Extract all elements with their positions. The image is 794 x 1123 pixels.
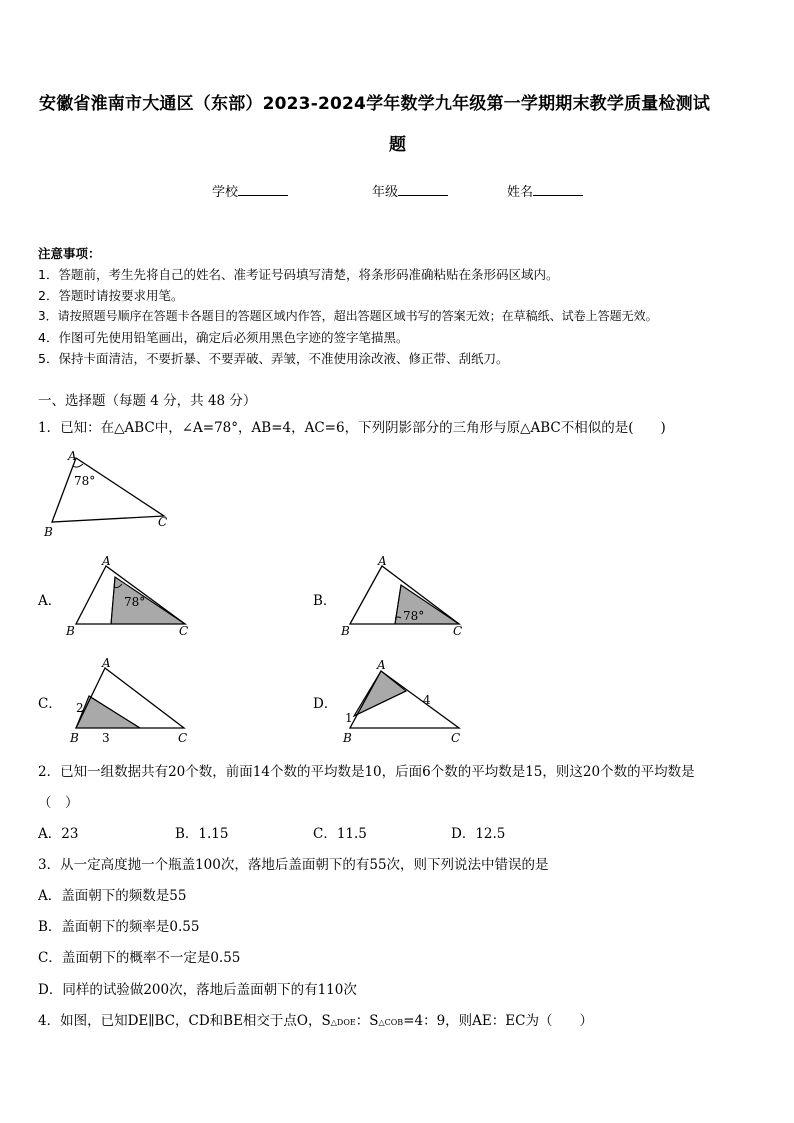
question-2-text: 2．已知一组数据共有20个数，前面14个数的平均数是10，后面6个数的平均数是15，则这20个数的平均数是	[38, 764, 695, 780]
q3-option-a[interactable]: A．盖面朝下的频数是55	[38, 888, 187, 904]
question-4-text	[38, 1009, 593, 1029]
grade-label: 年级	[372, 185, 399, 200]
note-item: 5．保持卡面清洁，不要折暴、不要弄破、弄皱，不准使用涂改液、修正带、刮纸刀。	[38, 351, 509, 366]
name-label: 姓名	[507, 185, 534, 200]
side-label: 1	[345, 711, 353, 725]
vertex-label-c: C	[158, 515, 168, 529]
angle-label: 78°	[124, 595, 146, 609]
note-item: 3．请按照题号顺序在答题卡各题目的答题区域内作答，超出答题区域书写的答案无效；在草稿纸、试卷上答题无效。	[38, 309, 658, 323]
q3-option-c[interactable]: C．盖面朝下的概率不一定是0.55	[38, 950, 241, 966]
svg-text:C: C	[451, 731, 461, 745]
school-label: 学校	[212, 185, 239, 200]
school-blank[interactable]	[238, 183, 288, 196]
q3-option-d[interactable]: D．同样的试验做200次，落地后盖面朝下的有110次	[38, 982, 357, 998]
grade-blank[interactable]	[398, 183, 448, 196]
svg-text:B: B	[70, 731, 79, 745]
page-title-cont: 题	[389, 135, 407, 155]
svg-text:C: C	[178, 731, 188, 745]
q4-text-a: 4．如图，已知DE∥BC，CD和BE相交于点O，S	[38, 1013, 331, 1029]
school-field	[212, 181, 288, 200]
q2-option-d[interactable]: D．12.5	[451, 826, 506, 842]
question-1-text: 1．已知：在△ABC中，∠A=78°，AB=4，AC=6，下列阴影部分的三角形与原△ABC不相似的是( )	[38, 420, 666, 436]
q1-option-a-figure[interactable]	[60, 554, 200, 640]
q1-option-c-label[interactable]: C．	[38, 696, 62, 712]
side-label: 2	[76, 701, 84, 715]
svg-text:A: A	[102, 554, 111, 568]
q1-option-a-label[interactable]: A．	[38, 593, 62, 609]
svg-text:C: C	[453, 624, 463, 638]
name-blank[interactable]	[533, 183, 583, 196]
q2-option-c[interactable]: C．11.5	[313, 826, 367, 842]
q1-main-figure	[38, 446, 178, 542]
q3-option-b[interactable]: B．盖面朝下的频率是0.55	[38, 919, 200, 935]
q1-option-d-label[interactable]: D．	[313, 696, 338, 712]
q4-text-b: ：S	[355, 1013, 379, 1029]
q4-text-c: =4：9，则AE：EC为（ ）	[403, 1013, 593, 1029]
note-item: 2．答题时请按要求用笔。	[38, 288, 184, 303]
svg-text:B: B	[343, 731, 352, 745]
notes-heading: 注意事项：	[38, 246, 101, 261]
q1-option-d-figure[interactable]	[335, 656, 475, 746]
svg-text:A: A	[102, 656, 111, 670]
angle-label: 78°	[403, 609, 425, 623]
q4-sub-cob: △COB	[378, 1018, 404, 1027]
question-3-text: 3．从一定高度抛一个瓶盖100次，落地后盖面朝下的有55次，则下列说法中错误的是	[38, 857, 549, 873]
section-heading: 一、选择题（每题 4 分，共 48 分）	[38, 393, 257, 409]
q1-option-c-figure[interactable]	[60, 656, 200, 746]
vertex-label-a: A	[68, 449, 77, 463]
q1-option-b-figure[interactable]	[335, 554, 475, 640]
side-label: 4	[423, 693, 431, 707]
name-field	[507, 181, 583, 200]
angle-label: 78°	[74, 474, 96, 488]
svg-text:C: C	[179, 624, 189, 638]
svg-text:B: B	[66, 624, 75, 638]
note-item: 1．答题前，考生先将自己的姓名、准考证号码填写清楚，将条形码准确粘贴在条形码区域内。	[38, 267, 559, 282]
vertex-label-b: B	[44, 525, 53, 539]
svg-text:B: B	[341, 624, 350, 638]
q2-option-a[interactable]: A．23	[38, 826, 79, 842]
svg-text:A: A	[378, 554, 387, 568]
q1-option-b-label[interactable]: B．	[313, 593, 337, 609]
side-label: 3	[102, 731, 110, 745]
note-item: 4．作图可先使用铅笔画出，确定后必须用黑色字迹的签字笔描黑。	[38, 330, 409, 345]
question-2-paren: （ ）	[38, 795, 79, 811]
grade-field	[372, 181, 448, 200]
page-title: 安徽省淮南市大通区（东部）2023-2024学年数学九年级第一学期期末教学质量检测试	[39, 94, 711, 114]
q2-option-b[interactable]: B．1.15	[175, 826, 229, 842]
svg-text:A: A	[377, 658, 386, 672]
q4-sub-doe: △DOE	[330, 1018, 356, 1027]
